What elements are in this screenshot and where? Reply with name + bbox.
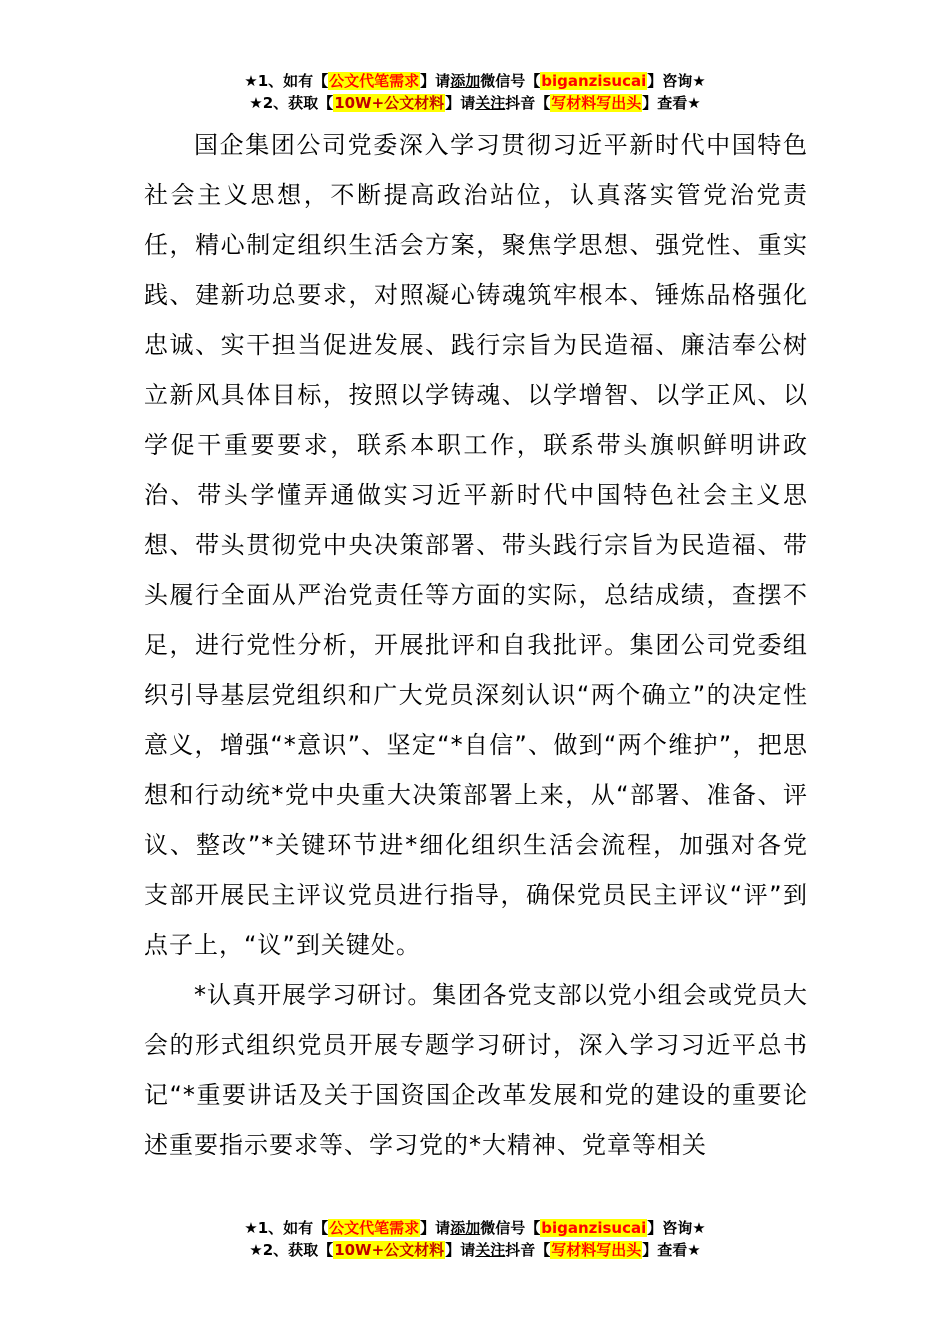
- banner-line-1: ★1、如有【公文代笔需求】请添加微信号【biganzisucai】咨询★: [244, 72, 706, 90]
- paragraph-1: 国企集团公司党委深入学习贯彻习近平新时代中国特色社会主义思想，不断提高政治站位，认真落实管党治党责任，精心制定组织生活会方案，聚焦学思想、强党性、重实践、建新功总要求，对照凝心铸魂筑牢根本、锤炼品格强化忠诚、实干担当促进发展、践行宗旨为民造福、廉洁奉公树立新风具体目标，按照以学铸魂、以学增智、以学正风、以学促干重要要求，联系本职工作，联系带头旗帜鲜明讲政治、带头学懂弄通做实习近平新时代中国特色社会主义思想、带头贯彻党中央决策部署、带头践行宗旨为民造福、带头履行全面从严治党责任等方面的实际，总结成绩，查摆不足，进行党性分析，开展批评和自我批评。集团公司党委组织引导基层党组织和广大党员深刻认识“两个确立”的决定性意义，增强“*意识”、坚定“*自信”、做到“两个维护”，把思想和行动统*党中央重大决策部署上来，从“部署、准备、评议、整改”*关键环节进*细化组织生活会流程，加强对各党支部开展民主评议党员进行指导，确保党员民主评议“评”到点子上，“议”到关键处。: [144, 131, 808, 959]
- highlight-douyin: 写材料写出头: [551, 94, 642, 112]
- banner-line-2: ★2、获取【10W+公文材料】请关注抖音【写材料写出头】查看★: [249, 1241, 701, 1259]
- highlight-wechat-id: biganzisucai: [541, 1219, 647, 1237]
- document-body: [144, 120, 808, 1170]
- paragraph-2: *认真开展学习研讨。集团各党支部以党小组会或党员大会的形式组织党员开展专题学习研讨，深入学习习近平总书记“*重要讲话及关于国资国企改革发展和党的建设的重要论述重要指示要求等、学习党的*大精神、党章等相关: [144, 981, 808, 1159]
- banner-line-1: ★1、如有【公文代笔需求】请添加微信号【biganzisucai】咨询★: [244, 1219, 706, 1237]
- highlight-douyin: 写材料写出头: [551, 1241, 642, 1259]
- highlight-materials: 10W+公文材料: [334, 1241, 445, 1259]
- banner-line-2: ★2、获取【10W+公文材料】请关注抖音【写材料写出头】查看★: [249, 94, 701, 112]
- header-banner: [0, 70, 950, 114]
- highlight-materials: 10W+公文材料: [334, 94, 445, 112]
- highlight-wechat-id: biganzisucai: [541, 72, 647, 90]
- highlight-ghostwriting: 公文代笔需求: [329, 72, 420, 90]
- highlight-ghostwriting: 公文代笔需求: [329, 1219, 420, 1237]
- footer-banner: [0, 1217, 950, 1261]
